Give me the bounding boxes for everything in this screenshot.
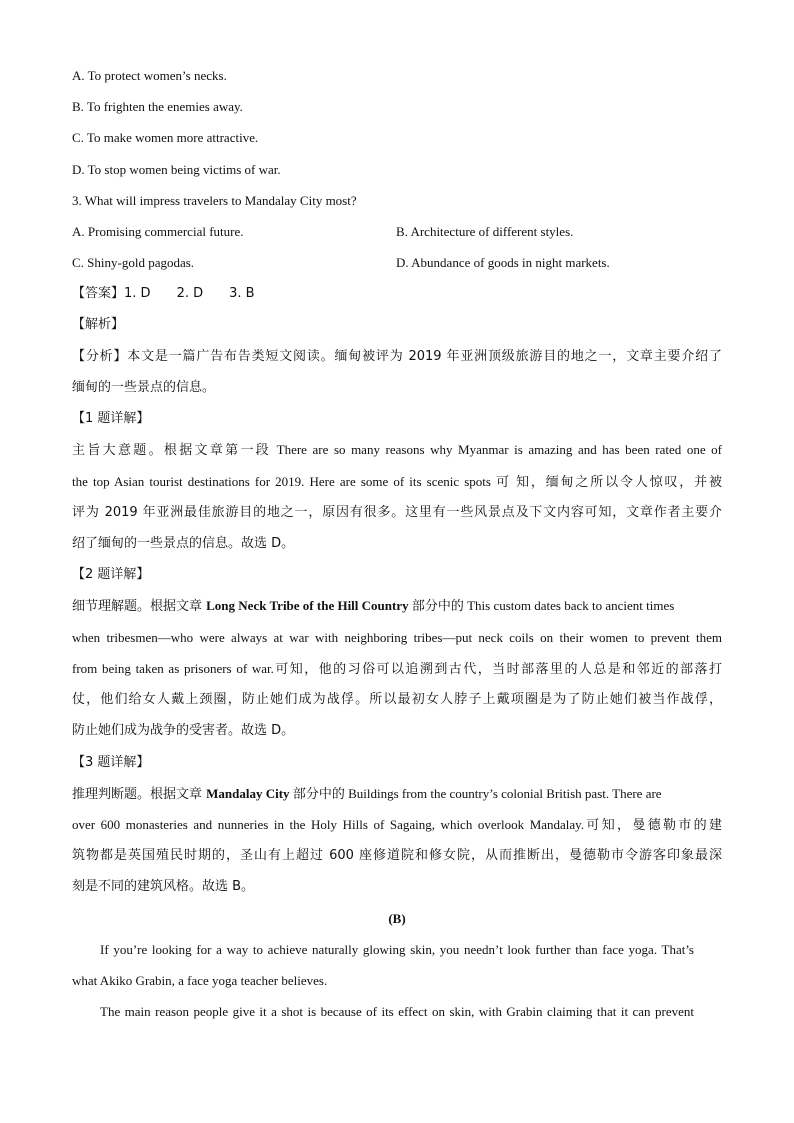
detail3-line-2: over 600 monasteries and nunneries in the Holy Hills of Sagaing, which overlook Mandalay.可知，曼德勒市的建 xyxy=(72,817,722,832)
detail2-line-4: 仗，他们给女人戴上颈圈，防止她们成为战俘。所以最初女人脖子上戴项圈是为了防止她们被当作战俘， xyxy=(72,692,722,707)
q2-option-d: D. To stop women being victims of war. xyxy=(72,162,281,177)
detail2-line-2: when tribesmen—who were always at war with neighboring tribes—put neck coils on their women to prevent them xyxy=(72,630,722,645)
overview-line-2: 缅甸的一些景点的信息。 xyxy=(72,380,216,395)
q3-option-a: A. Promising commercial future. xyxy=(72,224,244,239)
detail2-line-5: 防止她们成为战争的受害者。故选 D。 xyxy=(72,723,295,738)
q3-option-c: C. Shiny-gold pagodas. xyxy=(72,255,195,270)
q3-option-d: D. Abundance of goods in night markets. xyxy=(396,255,610,270)
detail3-line-1: 推理判断题。根据文章 Mandalay City 部分中的 Buildings from the country’s colonial British past. There are xyxy=(72,786,662,802)
answer-line xyxy=(72,284,724,304)
q3-question: 3. What will impress travelers to Mandalay City most? xyxy=(72,193,357,208)
q2-option-a: A. To protect women’s necks. xyxy=(72,68,227,83)
detail2-line-3: from being taken as prisoners of war.可知，他的习俗可以追溯到古代，当时部落里的人总是和邻近的部落打 xyxy=(72,661,722,676)
q2-option-c: C. To make women more attractive. xyxy=(72,130,259,145)
answer-label: 【答案】 xyxy=(72,286,125,301)
q3-options-row2 xyxy=(72,253,724,273)
detail1-line-2: the top Asian tourist destinations for 2019. Here are some of its scenic spots 可 知，缅甸之所以令人惊叹，并被 xyxy=(72,474,722,489)
answer-1: 1. D xyxy=(124,286,151,301)
detail3-heading: 【3 题详解】 xyxy=(72,755,150,770)
passage-b-p1-line-2: what Akiko Grabin, a face yoga teacher believes. xyxy=(72,973,328,988)
q2-option-b: B. To frighten the enemies away. xyxy=(72,99,243,114)
passage-b-p1-line-1: If you’re looking for a way to achieve naturally glowing skin, you needn’t look further than face yoga. That’s xyxy=(100,942,694,957)
answer-2: 2. D xyxy=(176,286,204,301)
q3-option-b: B. Architecture of different styles. xyxy=(396,224,574,239)
passage-b-p2-line-1: The main reason people give it a shot is because of its effect on skin, with Grabin claiming that it can prevent xyxy=(100,1004,694,1019)
answer-3: 3. B xyxy=(229,286,255,301)
detail1-line-4: 绍了缅甸的一些景点的信息。故选 D。 xyxy=(72,536,295,551)
analysis-label: 【解析】 xyxy=(72,317,125,332)
detail3-line-4: 刻是不同的建筑风格。故选 B。 xyxy=(72,879,255,894)
detail1-line-1: 主旨大意题。根据文章第一段 There are so many reasons why Myanmar is amazing and has been rated one of xyxy=(72,442,722,457)
section-b-title: (B) xyxy=(388,911,406,926)
detail2-heading: 【2 题详解】 xyxy=(72,567,150,582)
detail2-line-1: 细节理解题。根据文章 Long Neck Tribe of the Hill Country 部分中的 This custom dates back to ancient times xyxy=(72,598,675,614)
overview-line-1: 【分析】本文是一篇广告布告类短文阅读。缅甸被评为 2019 年亚洲顶级旅游目的地之一，文章主要介绍了 xyxy=(72,349,722,364)
q3-options-row1 xyxy=(72,222,724,242)
section-title-long-neck: Long Neck Tribe of the Hill Country xyxy=(206,598,409,613)
detail3-line-3: 筑物都是英国殖民时期的，圣山有上超过 600 座修道院和修女院，从而推断出，曼德勒市令游客印象最深 xyxy=(72,848,722,863)
detail1-heading: 【1 题详解】 xyxy=(72,411,150,426)
detail1-line-3: 评为 2019 年亚洲最佳旅游目的地之一，原因有很多。这里有一些风景点及下文内容可知，文章作者主要介 xyxy=(72,505,722,520)
section-title-mandalay: Mandalay City xyxy=(206,786,290,801)
